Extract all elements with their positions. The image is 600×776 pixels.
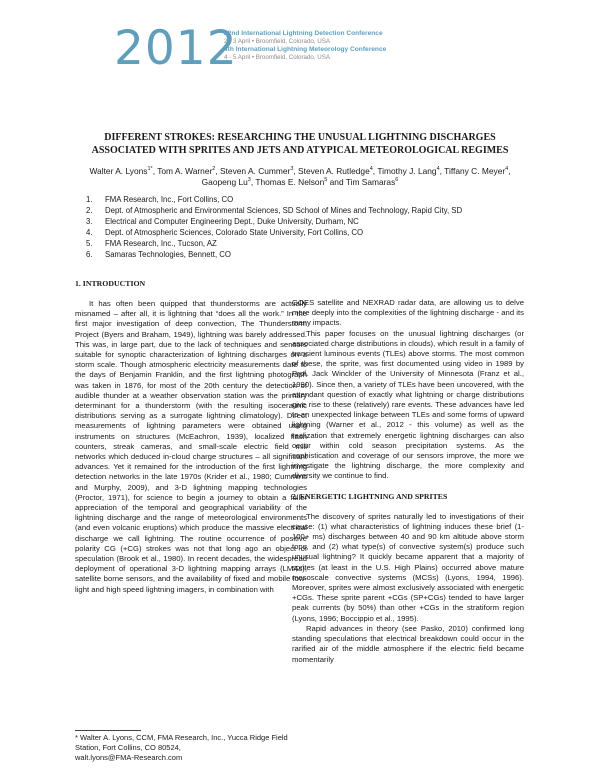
corresponding-author-footnote (75, 733, 307, 763)
author-separator: , (372, 165, 378, 176)
author-separator: and (327, 176, 346, 187)
intro-paragraph-1-continued: GOES satellite and NEXRAD radar data, are allowing us to delve more deeply into the complexities of the lightning discharge - and its many impacts. (292, 298, 524, 328)
affiliation-number: 3. (86, 217, 93, 226)
author-affil-mark: 4 (505, 166, 509, 172)
author-affil-mark: 3 (290, 166, 294, 172)
author-affil-mark: 6 (395, 177, 399, 183)
paper-title-line-1: DIFFERENT STROKES: RESEARCHING THE UNUSUAL LIGHTNING DISCHARGES (104, 132, 496, 143)
affiliation-text: Dept. of Atmospheric Sciences, Colorado State University, Fort Collins, CO (105, 228, 364, 237)
affiliation-item (86, 227, 536, 238)
author-name: Tom A. Warner (157, 165, 213, 176)
conference-title-2: 4th International Lightning Meteorology Conference (224, 46, 387, 53)
affiliation-list (86, 194, 536, 260)
conference-date-2: 4 - 5 April • Broomfield, Colorado, USA (224, 54, 331, 61)
footnote-line-1: * Walter A. Lyons, CCM, FMA Research, Inc., Yucca Ridge Field Station, Fort Collins, CO 80524, (75, 733, 288, 752)
affiliation-number: 2. (86, 206, 93, 215)
affiliation-text: FMA Research, Inc., Fort Collins, CO (105, 195, 234, 204)
section2-paragraph-2: Rapid advances in theory (see Pasko, 2010) confirmed long standing speculations that electrical breakdown could occur in the rarified air of the middle atmosphere if the electric field became momentarily (292, 623, 524, 664)
affiliation-text: Samaras Technologies, Bennett, CO (105, 250, 231, 259)
left-column (75, 279, 307, 595)
affiliation-item (86, 216, 536, 227)
affiliation-item (86, 194, 536, 205)
author-affil-mark: 4 (436, 166, 440, 172)
section-heading-energetic-lightning: 2. ENERGETIC LIGHTNING AND SPRITES (292, 491, 448, 501)
affiliation-item (86, 205, 536, 216)
section-heading-introduction: 1. INTRODUCTION (75, 279, 146, 288)
author-name: Gaopeng Lu (201, 176, 248, 187)
author-name: Tim Samaras (345, 176, 396, 187)
author-affil-mark: 2 (212, 166, 216, 172)
affiliation-number: 4. (86, 228, 93, 237)
author-affil-mark: 4 (369, 166, 373, 172)
intro-paragraph-1: It has often been quipped that thunderstorms are actually misnamed – after all, it is lightning that “does all the work.” In the first major investigation of deep convection, The Thunderstorm Project (Byers and Braham, 1949), lightning was barely addressed. This was, in large part, due to the lack of techniques and sensors suitable for synoptic characterization of lightning discharges on a storm scale. Though atmospheric electricity measurements date to the days of Benjamin Franklin, and the first lightning photograph was taken in 1876, for most of the 20th century the detection of audible thunder at a weather observation station was the primary determinant for a thunderstorm (with the resulting isoceraunic distributions serving as a surrogate lightning climatology). Direct measurements of lightning parameters were obtained using instruments on structures (McEachron, 1939), localized flash counters, streak cameras, and small-scale electric field mill networks which deduced in-cloud charge structures – all significant advances. Yet it remained for the introduction of the first lightning detection networks in the late 1970s (Krider et al., 1980; Cummins and Murphy, 2009), and 3-D lightning mapping technologies (Proctor, 1971), for science to begin a journey to obtain a fuller appreciation of the temporal and geographical variability of the lightning discharge and the range of meteorological environments (and even volcanic eruptions) which produce the massive electrical discharge we call lightning. The routine occurrence of positive polarity CG (+CG) strokes was not that long ago an object of speculation (Brook et al., 1980). In recent decades, the widespread deployment of operational 3-D lightning mapping arrays (LMAs), satellite borne sensors, and the availability of fixed and mobile low-light and high speed lightning imagers, in combination with (75, 299, 307, 594)
conference-banner (112, 21, 512, 84)
author-separator: , (293, 165, 299, 176)
conference-info (224, 30, 504, 62)
author-separator: , (439, 165, 445, 176)
affiliation-number: 6. (86, 250, 93, 259)
affiliation-text: Electrical and Computer Engineering Dept., Duke University, Durham, NC (105, 217, 359, 226)
author-separator: , (152, 165, 158, 176)
affiliation-item (86, 249, 536, 260)
footnote-rule (75, 730, 141, 731)
right-column (292, 298, 524, 665)
author-name: Tiffany C. Meyer (444, 165, 506, 176)
affiliation-text: Dept. of Atmospheric and Environmental Sciences, SD School of Mines and Technology, Rapid City, SD (105, 206, 463, 215)
author-affil-mark: 3 (247, 177, 251, 183)
affiliation-text: FMA Research, Inc., Tucson, AZ (105, 239, 217, 248)
author-name: Steven A. Rutledge (298, 165, 370, 176)
author-name: Timothy J. Lang (377, 165, 437, 176)
affiliation-number: 5. (86, 239, 93, 248)
paper-title-line-2: ASSOCIATED WITH SPRITES AND JETS AND ATYPICAL METEOROLOGICAL REGIMES (91, 145, 509, 156)
author-affil-mark: 1* (147, 166, 153, 172)
section2-paragraph-1: The discovery of sprites naturally led to investigations of their cause: (1) what characteristics of lightning induces these brief (1-100+ ms) discharges between 40 and 90 km altitude above storm tops, and (2) what type(s) of convective system(s) produce such unusual lightning? It quickly became apparent that a majority of sprites (at least in the U.S. High Plains) occurred above mature mesoscale convective systems (MCSs) (Lyons, 1994, 1996). Moreover, sprites were almost exclusively associated with energetic +CGs. These sprite parent +CGs (SP+CGs) tended to have larger peak currents (by 50%) than other +CGs in the stratiform region (Lyons, 1996; Boccippio et al., 1995). (292, 511, 524, 623)
conference-title-1: 22nd International Lightning Detection Conference (224, 30, 383, 37)
affiliation-number: 1. (86, 195, 93, 204)
footnote-email: walt.lyons@FMA-Research.com (75, 753, 183, 762)
conference-date-1: 2 - 3 April • Broomfield, Colorado, USA (224, 38, 331, 45)
author-affil-mark: 5 (324, 177, 328, 183)
author-separator: , (250, 176, 256, 187)
banner-year: 2012 (114, 21, 238, 76)
author-name: Walter A. Lyons (89, 165, 148, 176)
author-name: Thomas E. Nelson (255, 176, 325, 187)
intro-paragraph-2: This paper focuses on the unusual lightning discharges (or associated charge distributions in clouds), which result in a family of transient luminous events (TLEs) above storms. The most common of these, the sprite, was first documented using video in 1989 by Prof. Jack Winckler of the University of Minnesota (Franz et al., 1990). Since then, a variety of TLEs have been uncovered, with the attendant question of exactly what lightning or charge distributions give rise to these (relatively) rare events. These advances have led to an unexpected linkage between TLEs and some forms of upward lightning (Warner et al., 2012 - this volume) as well as the realization that extremely energetic lightning discharges can also occur within cold season precipitation systems. As the sophistication and coverage of our sensors improve, the more we investigate the lightning discharge, the more complexity and diversity we continue to find. (292, 328, 524, 481)
author-separator: , (215, 165, 221, 176)
author-list-line-2 (60, 175, 540, 188)
author-name: Steven A. Cummer (220, 165, 291, 176)
author-separator: , (508, 165, 511, 176)
affiliation-item (86, 238, 536, 249)
